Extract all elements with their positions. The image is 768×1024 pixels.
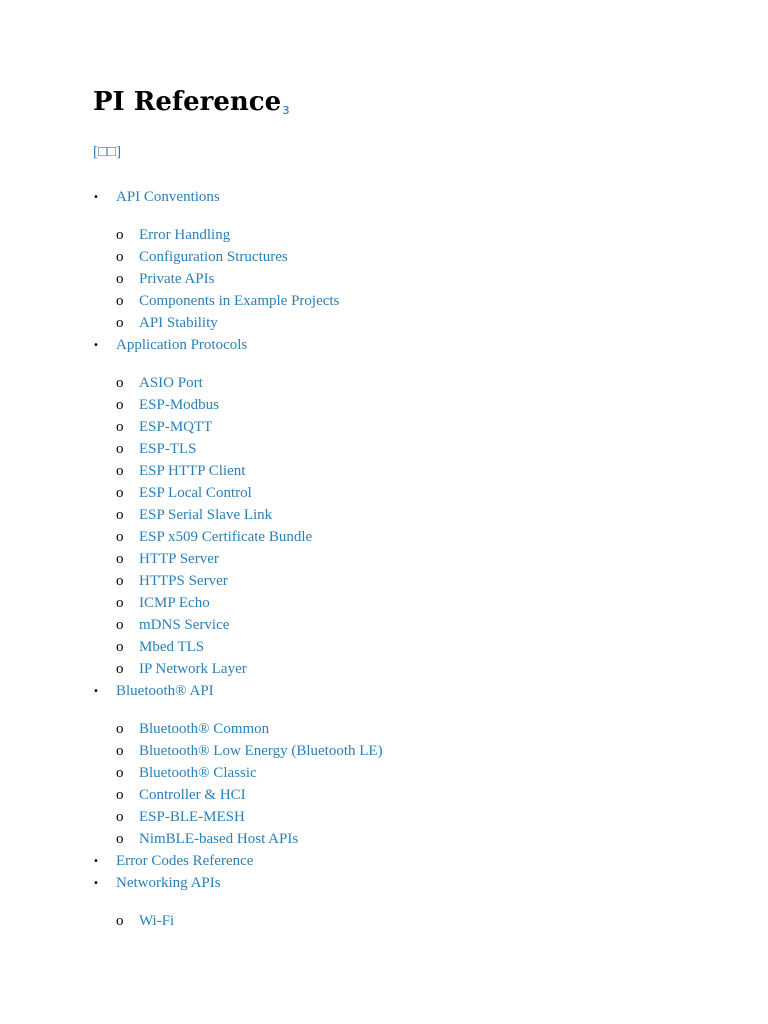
toc-sublist-networking-apis (116, 910, 383, 932)
toc-subitem (116, 224, 383, 246)
toc-link-api-stability[interactable]: API Stability (139, 315, 218, 331)
toc-subitem (116, 718, 383, 740)
toc-sublist-bluetooth-api (116, 718, 383, 850)
page-title-text: PI Reference (93, 87, 282, 117)
toc-link-configuration-structures[interactable]: Configuration Structures (139, 249, 288, 265)
toc-link-error-codes-reference[interactable]: Error Codes Reference (116, 853, 254, 869)
toc-link-esp-mqtt[interactable]: ESP-MQTT (139, 419, 213, 435)
page-title (93, 84, 290, 124)
toc-link-esp-local-control[interactable]: ESP Local Control (139, 485, 252, 501)
toc-subitem (116, 784, 383, 806)
toc-link-esp-modbus[interactable]: ESP-Modbus (139, 397, 220, 413)
toc-subitem (116, 268, 383, 290)
toc-subitem (116, 910, 383, 932)
toc-subitem (116, 246, 383, 268)
toc-link-icmp-echo[interactable]: ICMP Echo (139, 595, 210, 611)
toc-subitem (116, 548, 383, 570)
toc-link-wi-fi[interactable]: Wi-Fi (139, 913, 175, 929)
toc-link-http-server[interactable]: HTTP Server (139, 551, 219, 567)
toc-subitem (116, 636, 383, 658)
toc-link-bluetooth-classic[interactable]: Bluetooth® Classic (139, 765, 257, 781)
toc-link-https-server[interactable]: HTTPS Server (139, 573, 228, 589)
toc-link-controller-hci[interactable]: Controller & HCI (139, 787, 246, 803)
toc-subitem (116, 740, 383, 762)
toc-link-api-conventions[interactable]: API Conventions (116, 189, 220, 205)
toc-link-esp-tls[interactable]: ESP-TLS (139, 441, 197, 457)
toc-subitem (116, 460, 383, 482)
toc-item-application-protocols (93, 334, 383, 680)
toc-item-error-codes-reference (93, 850, 383, 872)
toc-link-bluetooth-common[interactable]: Bluetooth® Common (139, 721, 270, 737)
toc-link-networking-apis[interactable]: Networking APIs (116, 875, 221, 891)
toc-subitem (116, 592, 383, 614)
toc-subitem (116, 438, 383, 460)
toc-subitem (116, 806, 383, 828)
toc-link-asio-port[interactable]: ASIO Port (139, 375, 203, 391)
toc-subitem (116, 482, 383, 504)
toc-subitem (116, 372, 383, 394)
toc-link-esp-serial-slave-link[interactable]: ESP Serial Slave Link (139, 507, 273, 523)
toc-subitem (116, 526, 383, 548)
toc-link-nimble-host-apis[interactable]: NimBLE-based Host APIs (139, 831, 299, 847)
toc-item-networking-apis (93, 872, 383, 932)
toc-sublist-api-conventions (116, 224, 383, 334)
toc-subitem (116, 762, 383, 784)
toc-item-api-conventions (93, 186, 383, 334)
language-switch-link[interactable]: [□□] (93, 144, 122, 160)
toc-link-mbed-tls[interactable]: Mbed TLS (139, 639, 205, 655)
toc-subitem (116, 828, 383, 850)
toc-subitem (116, 504, 383, 526)
toc-link-esp-ble-mesh[interactable]: ESP-BLE-MESH (139, 809, 245, 825)
link-icon[interactable]: ɜ (282, 102, 290, 118)
toc-subitem (116, 312, 383, 334)
toc-link-error-handling[interactable]: Error Handling (139, 227, 231, 243)
toc-link-esp-http-client[interactable]: ESP HTTP Client (139, 463, 246, 479)
table-of-contents (93, 186, 383, 932)
toc-sublist-application-protocols (116, 372, 383, 680)
toc-link-private-apis[interactable]: Private APIs (139, 271, 215, 287)
toc-link-bluetooth-api[interactable]: Bluetooth® API (116, 683, 214, 699)
toc-link-bluetooth-low-energy[interactable]: Bluetooth® Low Energy (Bluetooth LE) (139, 743, 383, 759)
toc-subitem (116, 416, 383, 438)
toc-item-bluetooth-api (93, 680, 383, 850)
toc-link-esp-x509-certificate-bundle[interactable]: ESP x509 Certificate Bundle (139, 529, 313, 545)
toc-subitem (116, 394, 383, 416)
toc-link-components-in-example-projects[interactable]: Components in Example Projects (139, 293, 340, 309)
toc-link-mdns-service[interactable]: mDNS Service (139, 617, 230, 633)
toc-subitem (116, 658, 383, 680)
toc-subitem (116, 614, 383, 636)
toc-subitem (116, 570, 383, 592)
toc-link-application-protocols[interactable]: Application Protocols (116, 337, 248, 353)
toc-link-ip-network-layer[interactable]: IP Network Layer (139, 661, 247, 677)
toc-subitem (116, 290, 383, 312)
